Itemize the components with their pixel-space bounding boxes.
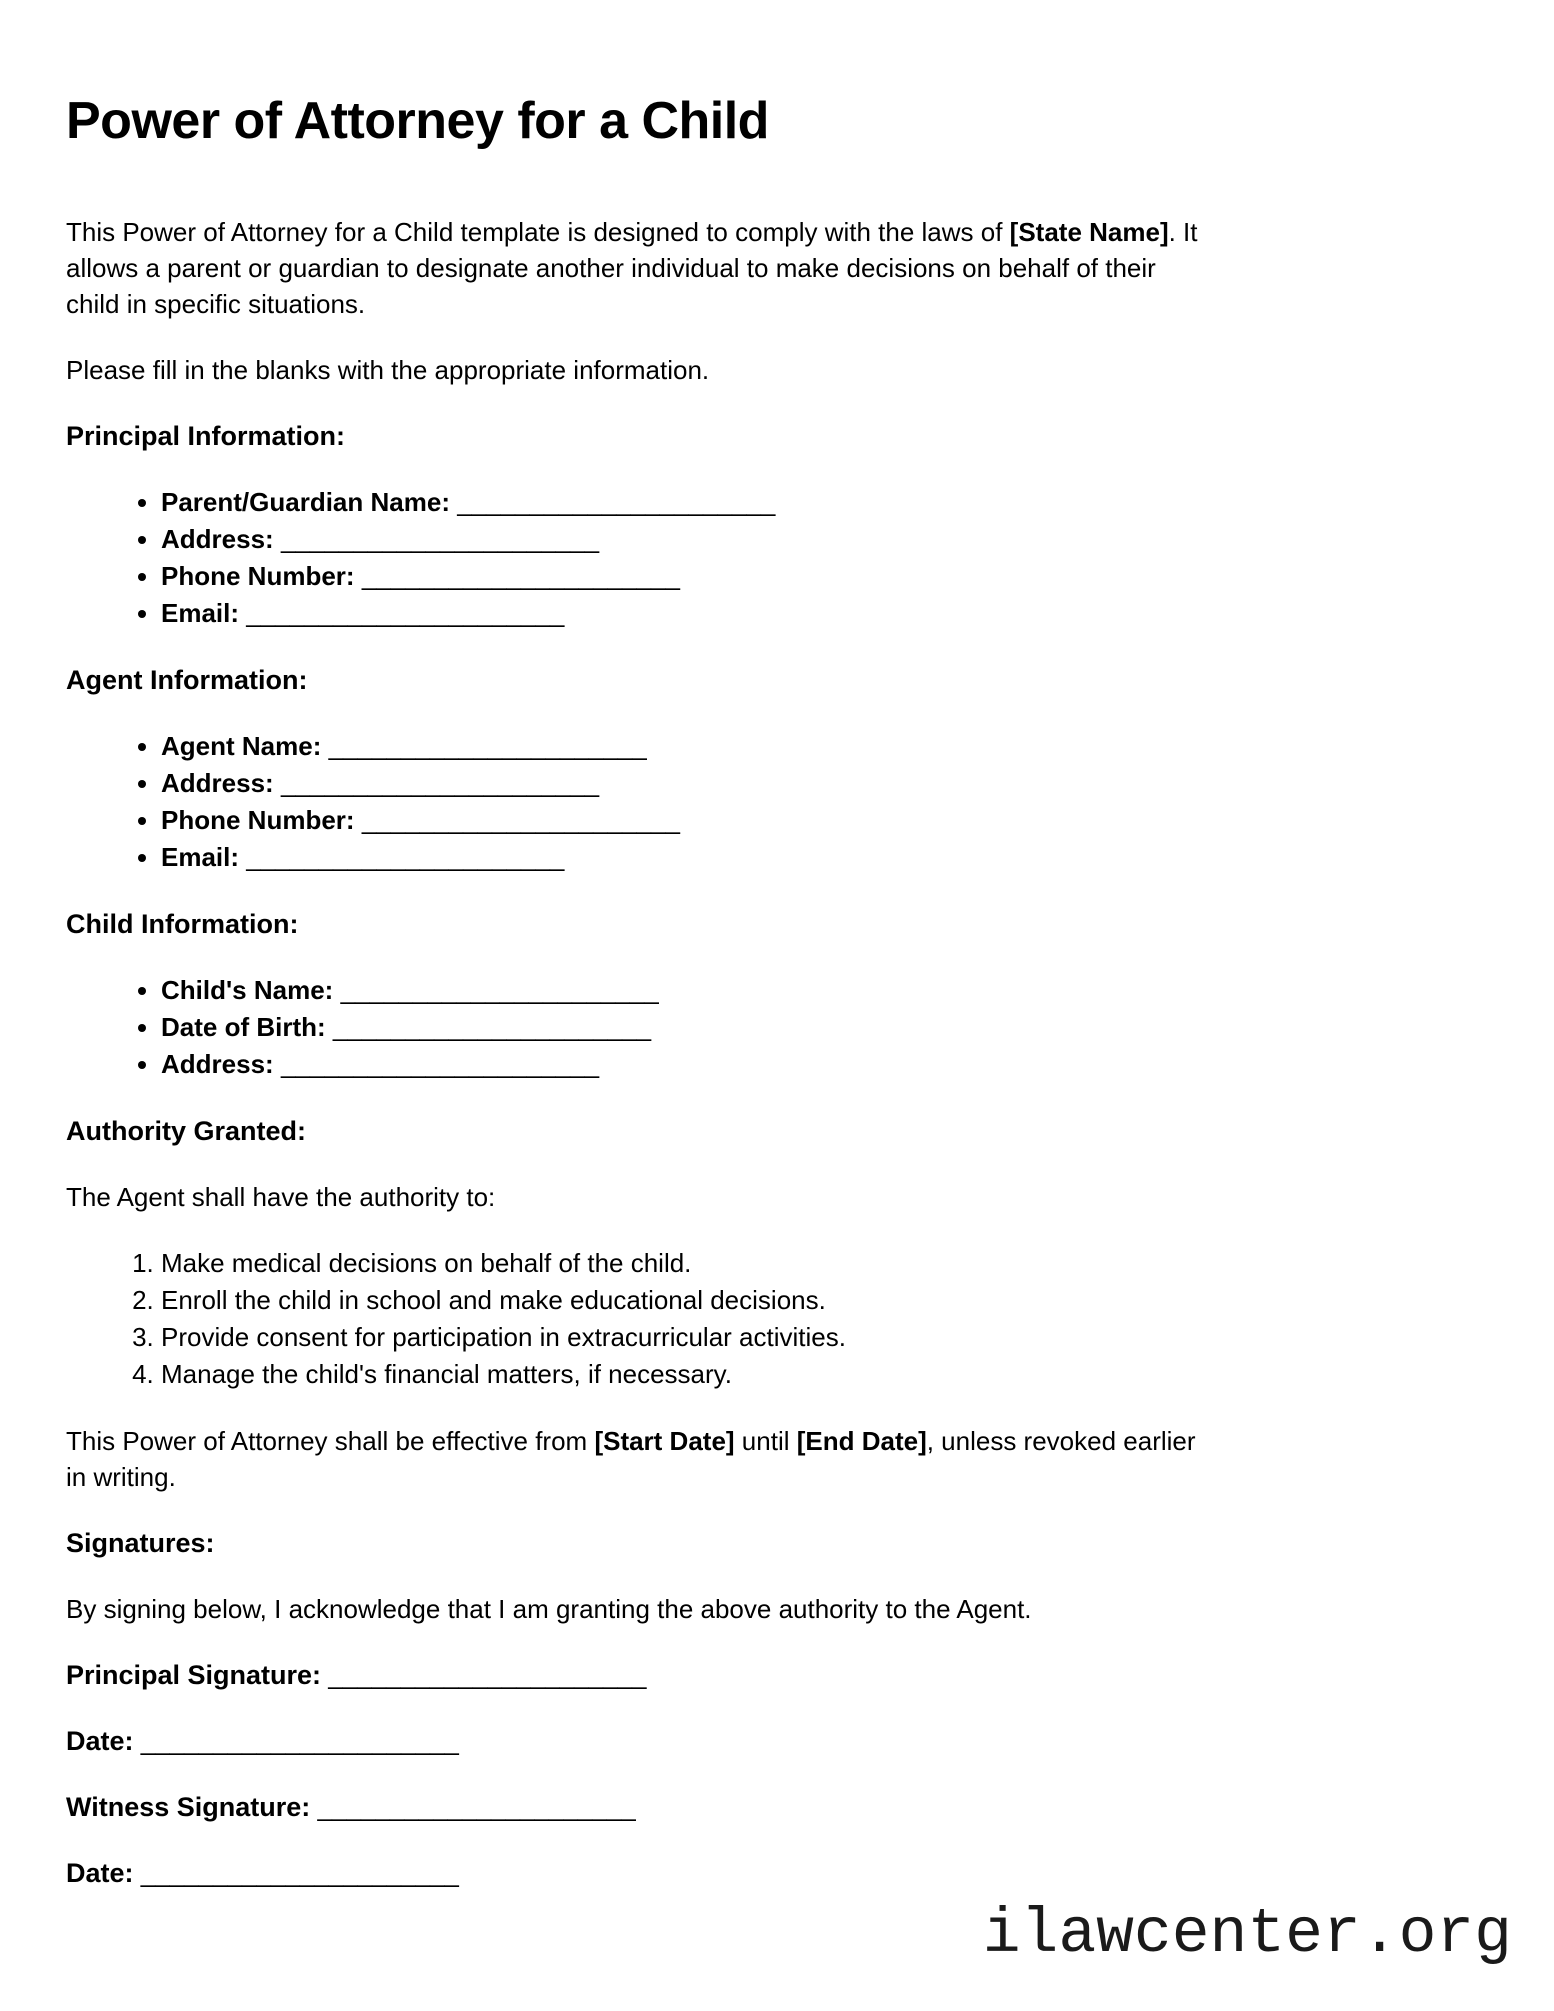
blank-line: ______________________	[280, 768, 600, 798]
date-blank-line: ______________________	[140, 1726, 459, 1756]
field-label: Witness Signature:	[66, 1792, 311, 1822]
principal-signature-field	[66, 1657, 1216, 1693]
bullet-principal-address	[161, 521, 1311, 558]
bullet-child-name	[161, 972, 1311, 1009]
intro-text-after: . It allows a parent or guardian to designate another individual to make decisions on behalf of their child in specific situations.	[66, 217, 1198, 319]
signature-blank-line: ______________________	[317, 1792, 636, 1822]
field-label: Address:	[161, 768, 274, 798]
bullet-child-address	[161, 1046, 1311, 1083]
date-blank-line: ______________________	[140, 1858, 459, 1888]
start-date-placeholder: [Start Date]	[594, 1426, 735, 1456]
authority-item-extracurricular: 3. Provide consent for participation in extracurricular activities.	[161, 1319, 1311, 1356]
signature-blank-line: ______________________	[328, 1660, 647, 1690]
signatures-intro-paragraph: By signing below, I acknowledge that I am granting the above authority to the Agent.	[66, 1594, 1032, 1624]
bullet-principal-email	[161, 595, 1311, 632]
blank-line: ______________________	[332, 1012, 652, 1042]
effective-text-before: This Power of Attorney shall be effective from	[66, 1426, 595, 1456]
bullet-agent-name	[161, 728, 1311, 765]
blank-line: ______________________	[361, 805, 680, 835]
bullet-agent-address	[161, 765, 1311, 802]
blank-line: ______________________	[280, 1049, 600, 1079]
document-title: Power of Attorney for a Child	[66, 92, 769, 150]
end-date-placeholder: [End Date]	[796, 1426, 927, 1456]
field-label: Address:	[161, 524, 274, 554]
field-label: Address:	[161, 1049, 274, 1079]
authority-item-medical: 1. Make medical decisions on behalf of the child.	[161, 1245, 1311, 1282]
field-label: Parent/Guardian Name:	[161, 487, 450, 517]
blank-line: ______________________	[361, 561, 680, 591]
blank-line: ______________________	[457, 487, 776, 517]
section-heading-signatures: Signatures:	[66, 1528, 215, 1558]
blank-line: ______________________	[340, 975, 659, 1005]
principal-info-list	[66, 484, 1311, 632]
field-label: Phone Number:	[161, 805, 355, 835]
field-label: Date:	[66, 1726, 134, 1756]
witness-date-field	[66, 1855, 1216, 1891]
field-label: Agent Name:	[161, 731, 322, 761]
intro-text-before: This Power of Attorney for a Child template is designed to comply with the laws of	[66, 217, 1010, 247]
field-label: Principal Signature:	[66, 1660, 322, 1690]
child-info-list	[66, 972, 1311, 1083]
effective-text-middle: until	[734, 1426, 797, 1456]
field-label: Email:	[161, 842, 240, 872]
authority-list	[66, 1245, 1311, 1393]
blank-line: ______________________	[246, 598, 565, 628]
section-heading-principal: Principal Information:	[66, 421, 346, 451]
field-label: Email:	[161, 598, 240, 628]
bullet-principal-phone	[161, 558, 1311, 595]
blank-line: ______________________	[246, 842, 565, 872]
intro-paragraph	[66, 214, 1216, 322]
authority-item-financial: 4. Manage the child's financial matters, if necessary.	[161, 1356, 1311, 1393]
effective-paragraph	[66, 1423, 1216, 1495]
agent-info-list	[66, 728, 1311, 876]
bullet-agent-phone	[161, 802, 1311, 839]
authority-intro-paragraph: The Agent shall have the authority to:	[66, 1182, 496, 1212]
blank-line: ______________________	[280, 524, 600, 554]
bullet-parent-guardian-name	[161, 484, 1311, 521]
section-heading-agent: Agent Information:	[66, 665, 308, 695]
field-label: Date:	[66, 1858, 134, 1888]
authority-item-school: 2. Enroll the child in school and make educational decisions.	[161, 1282, 1311, 1319]
state-name-placeholder: [State Name]	[1009, 217, 1169, 247]
section-heading-child: Child Information:	[66, 909, 299, 939]
witness-signature-field	[66, 1789, 1216, 1825]
field-label: Child's Name:	[161, 975, 334, 1005]
bullet-child-dob	[161, 1009, 1311, 1046]
bullet-agent-email	[161, 839, 1311, 876]
section-heading-authority: Authority Granted:	[66, 1116, 306, 1146]
effective-text-after: , unless revoked earlier in writing.	[66, 1426, 1196, 1492]
instruction-paragraph: Please fill in the blanks with the appropriate information.	[66, 355, 710, 385]
field-label: Date of Birth:	[161, 1012, 326, 1042]
principal-date-field	[66, 1723, 1216, 1759]
field-label: Phone Number:	[161, 561, 355, 591]
blank-line: ______________________	[328, 731, 647, 761]
watermark: ilawcenter.org	[982, 1899, 1512, 1970]
